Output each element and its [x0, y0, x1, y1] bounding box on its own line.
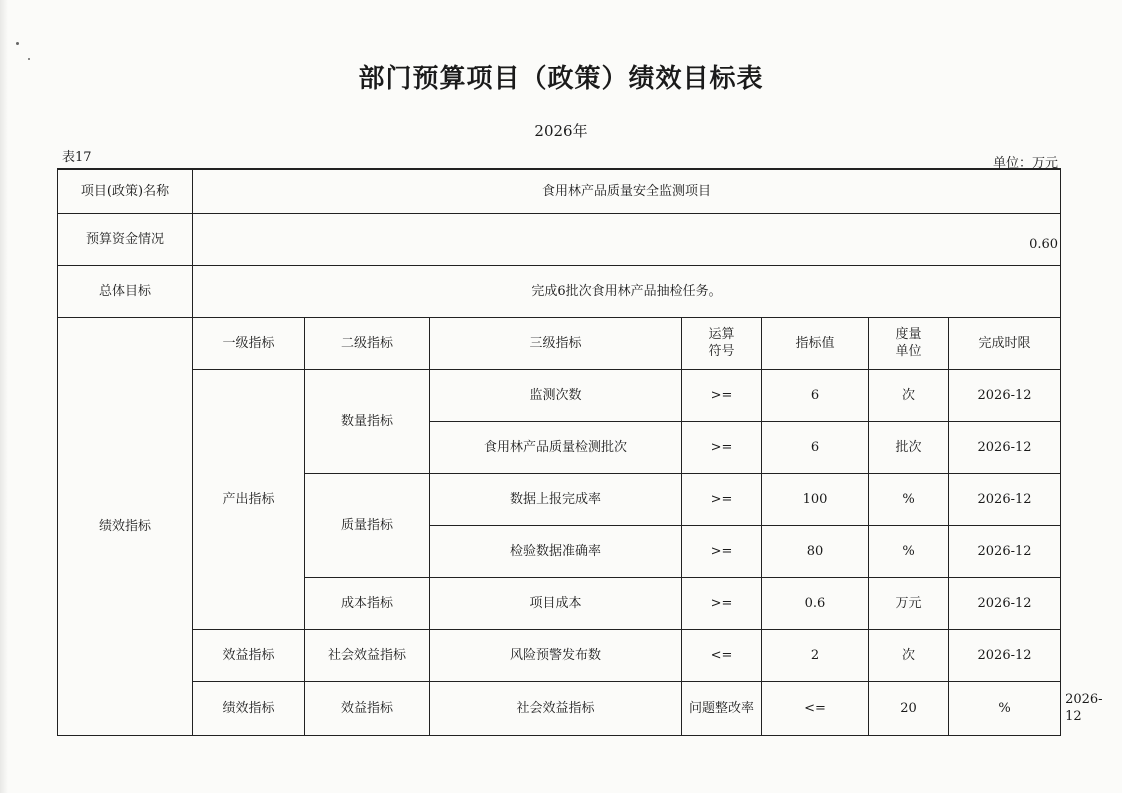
- header-value: 指标值: [762, 317, 869, 369]
- header-operator: 运算 符号: [682, 317, 762, 369]
- budget-value: 0.60: [193, 213, 1061, 265]
- cell-level3: 数据上报完成率: [430, 473, 682, 525]
- cell-deadline: 2026-12: [949, 525, 1061, 577]
- cell-unit: 次: [869, 369, 949, 421]
- group-cost: 成本指标: [305, 577, 430, 629]
- cell-level3: 监测次数: [430, 369, 682, 421]
- cell-operator: <=: [762, 681, 869, 735]
- table-row: 绩效指标 效益指标 社会效益指标 问题整改率 <= 20 % 2026-12: [58, 681, 1061, 735]
- goal-value: 完成6批次食用林产品抽检任务。: [193, 265, 1061, 317]
- project-name-value: 食用林产品质量安全监测项目: [193, 169, 1061, 213]
- cell-unit: %: [869, 525, 949, 577]
- cell-deadline: 2026-12: [949, 577, 1061, 629]
- budget-label: 预算资金情况: [58, 213, 193, 265]
- cell-deadline: 2026-12: [949, 369, 1061, 421]
- cell-operator: >=: [682, 473, 762, 525]
- extra-level2: 社会效益指标: [430, 681, 682, 735]
- scan-edge: [0, 0, 8, 793]
- extra-level1: 效益指标: [305, 681, 430, 735]
- cell-deadline: 2026-12: [949, 421, 1061, 473]
- header-deadline: 完成时限: [949, 317, 1061, 369]
- cell-value: 6: [762, 421, 869, 473]
- cell-level3: 项目成本: [430, 577, 682, 629]
- header-level1: 一级指标: [193, 317, 305, 369]
- cell-level3: 风险预警发布数: [430, 629, 682, 681]
- project-name-label: 项目(政策)名称: [58, 169, 193, 213]
- cell-value: 6: [762, 369, 869, 421]
- group-benefit: 效益指标: [193, 629, 305, 681]
- table-row: [58, 369, 1061, 421]
- cell-operator: >=: [682, 421, 762, 473]
- cell-value: 20: [869, 681, 949, 735]
- cell-level3: 问题整改率: [682, 681, 762, 735]
- document-title: 部门预算项目（政策）绩效目标表: [358, 64, 764, 94]
- performance-table: [57, 168, 1103, 736]
- cell-unit: 次: [869, 629, 949, 681]
- cell-operator: <=: [682, 629, 762, 681]
- cell-unit: 万元: [869, 577, 949, 629]
- table-row: [58, 629, 1061, 681]
- cell-unit: %: [869, 473, 949, 525]
- cell-level3: 检验数据准确率: [430, 525, 682, 577]
- header-level3: 三级指标: [430, 317, 682, 369]
- cell-value: 2: [762, 629, 869, 681]
- document-year: 2026年: [534, 122, 588, 140]
- header-level2: 二级指标: [305, 317, 430, 369]
- indicators-section-label: 绩效指标: [58, 317, 193, 735]
- table-code: 表17: [62, 150, 92, 165]
- cell-value: 100: [762, 473, 869, 525]
- header-unit: 度量 单位: [869, 317, 949, 369]
- cell-unit: %: [949, 681, 1061, 735]
- group-quantity: 数量指标: [305, 369, 430, 473]
- cell-operator: >=: [682, 525, 762, 577]
- cell-unit: 批次: [869, 421, 949, 473]
- cell-value: 80: [762, 525, 869, 577]
- cell-operator: >=: [682, 369, 762, 421]
- group-output: 产出指标: [193, 369, 305, 629]
- cell-operator: >=: [682, 577, 762, 629]
- scan-artifact: [16, 42, 19, 45]
- cell-level3: 食用林产品质量检测批次: [430, 421, 682, 473]
- extra-section-label: 绩效指标: [193, 681, 305, 735]
- cell-deadline: 2026-12: [949, 473, 1061, 525]
- goal-label: 总体目标: [58, 265, 193, 317]
- group-quality: 质量指标: [305, 473, 430, 577]
- cell-deadline: 2026-12: [949, 629, 1061, 681]
- cell-value: 0.6: [762, 577, 869, 629]
- unit-label: 单位：万元: [992, 156, 1058, 171]
- group-social: 社会效益指标: [305, 629, 430, 681]
